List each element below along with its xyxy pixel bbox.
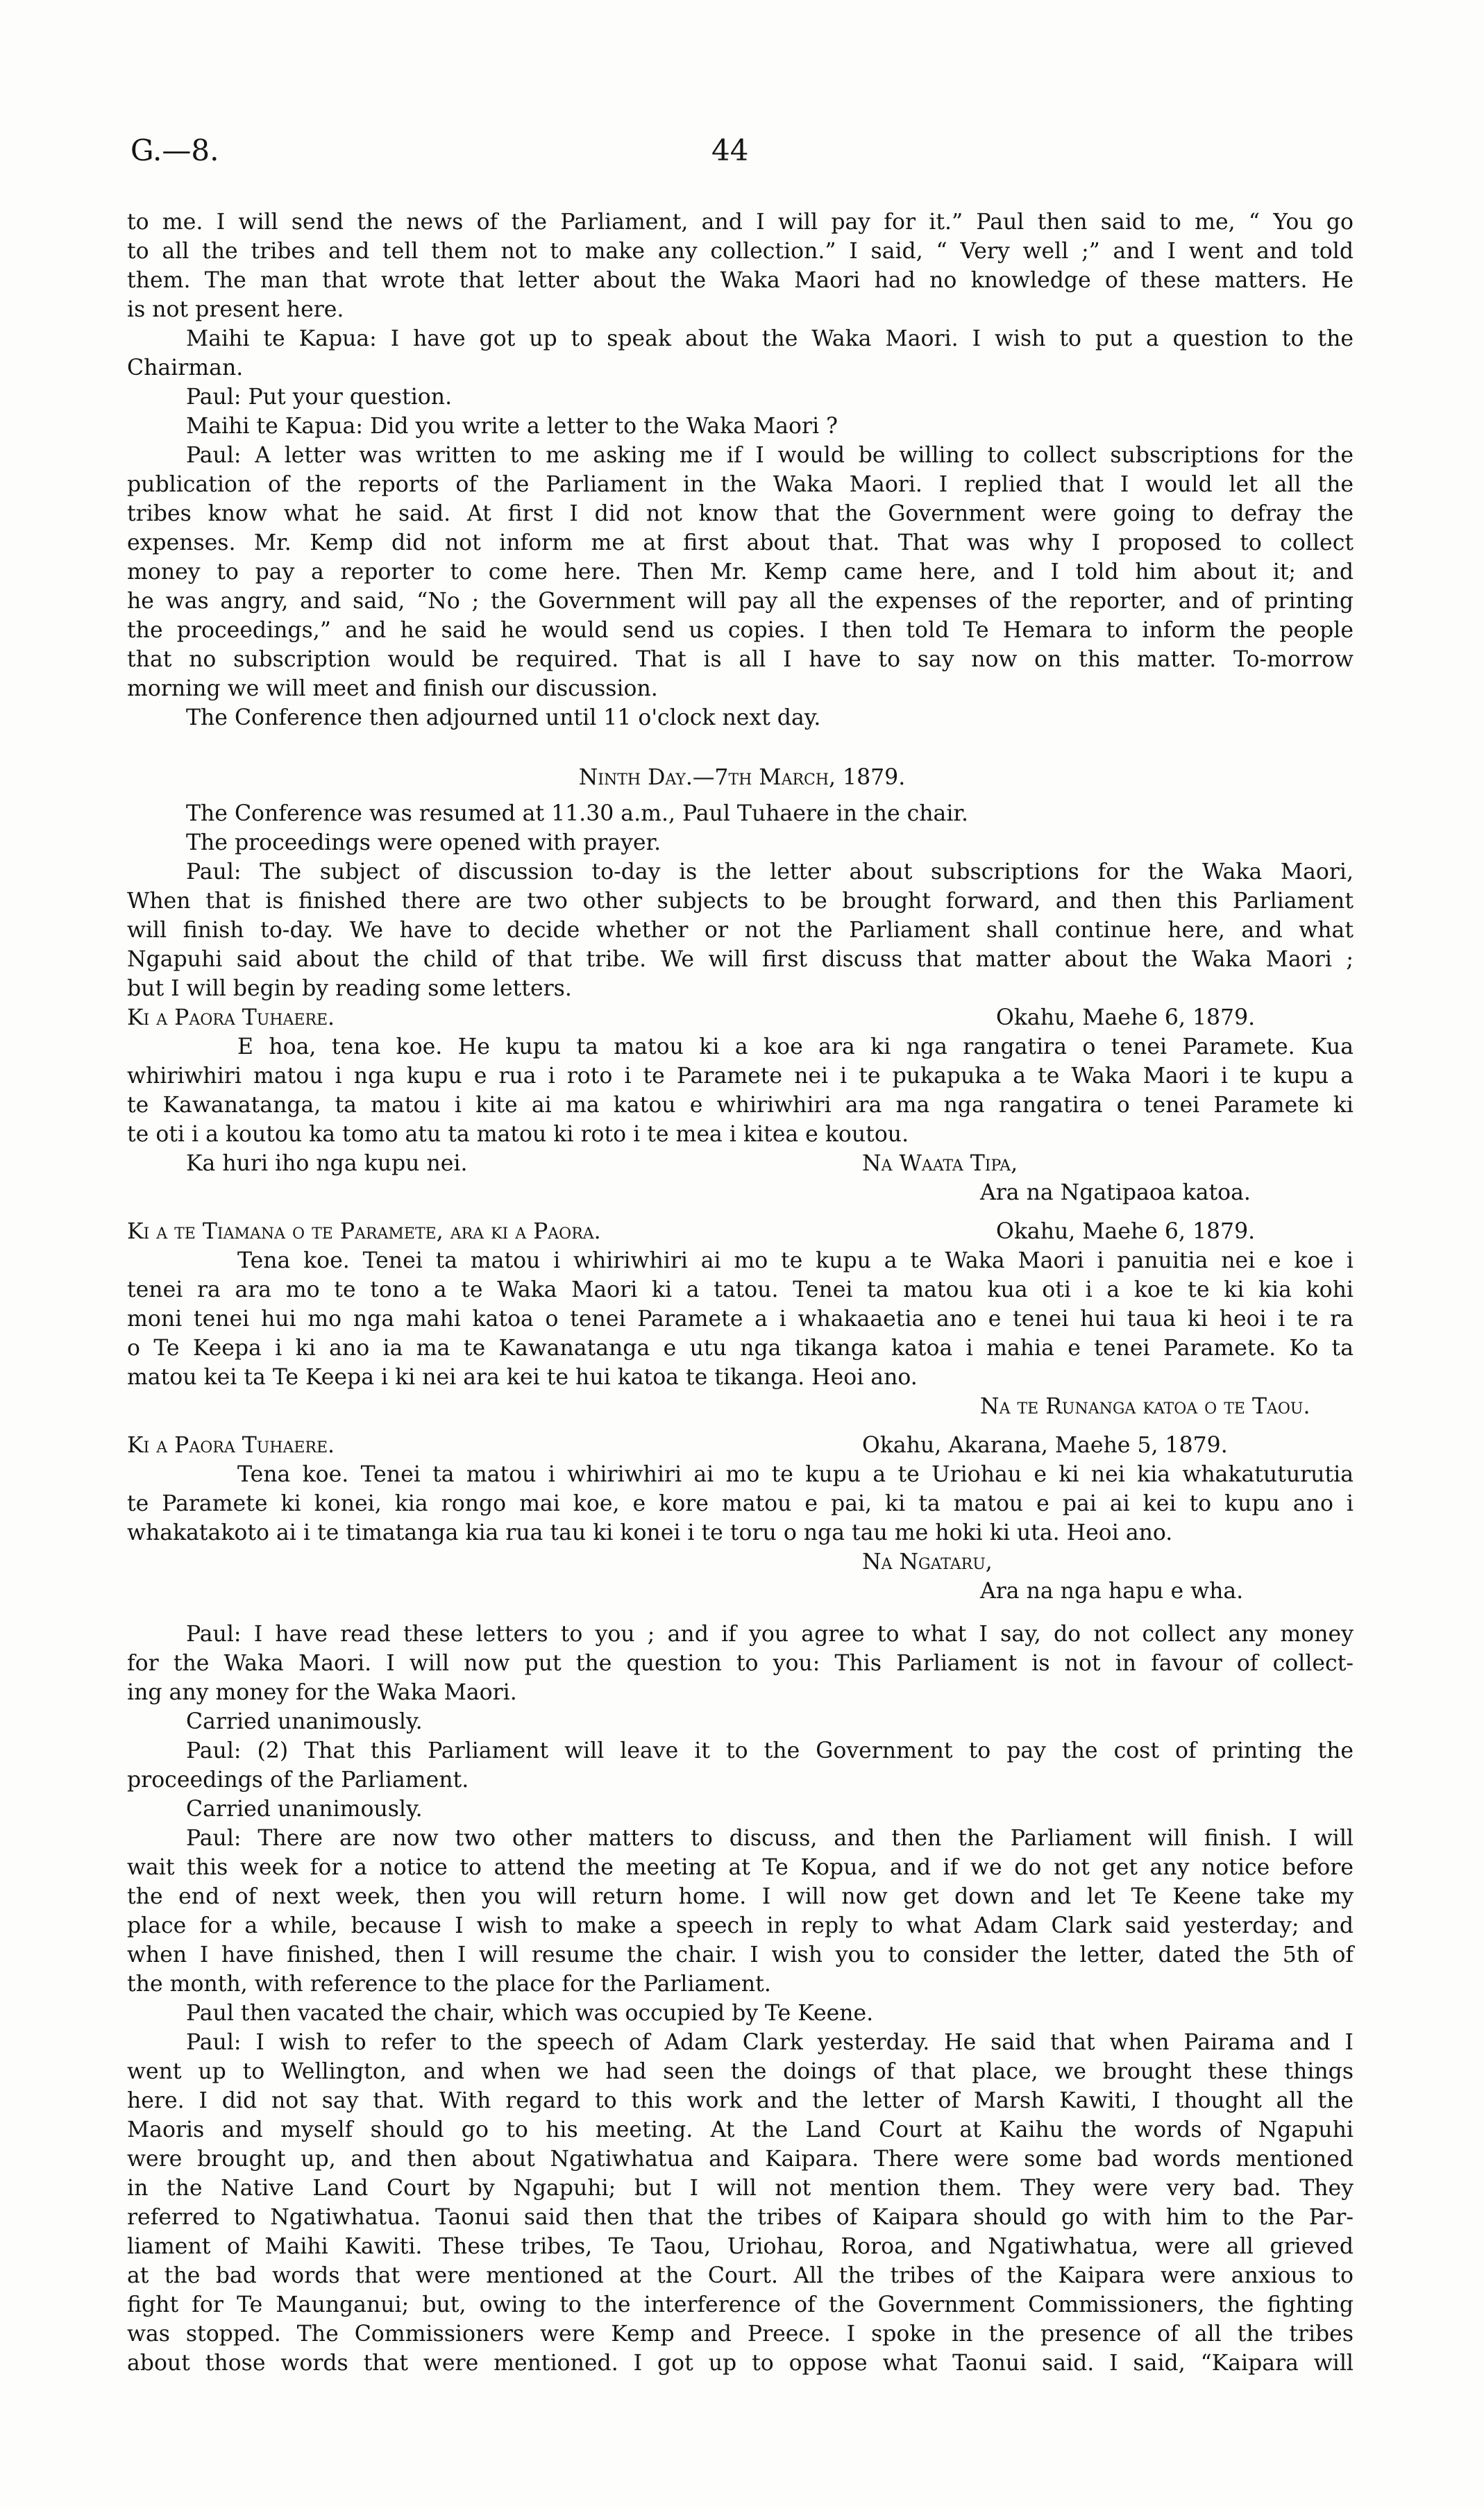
letter-addressee: Ki a Paora Tuhaere.	[127, 1433, 335, 1458]
letter-line: te oti i a koutou ka tomo atu ta matou ki roto i te mea i kitea e koutou.	[127, 1122, 909, 1147]
text-line: Paul: Put your question.	[186, 385, 453, 410]
letter-signature: Na te Runanga katoa o te Taou.	[980, 1394, 1310, 1419]
letter-place-date: Okahu, Akarana, Maehe 5, 1879.	[862, 1433, 1228, 1458]
text-line: Maoris and myself should go to his meeting. At the Land Court at Kaihu the words of Ngapuhi	[127, 2117, 1354, 2142]
text-line: will finish to-day. We have to decide whether or not the Parliament shall continue here, and what	[127, 918, 1354, 943]
text-line: the proceedings,” and he said he would send us copies. I then told Te Hemara to inform the people	[127, 618, 1354, 643]
text-line: liament of Maihi Kawiti. These tribes, Te Taou, Uriohau, Roroa, and Ngatiwhatua, were all grieved	[127, 2234, 1354, 2259]
text-line: proceedings of the Parliament.	[127, 1768, 469, 1793]
text-line: at the bad words that were mentioned at the Court. All the tribes of the Kaipara were anxious to	[127, 2263, 1354, 2288]
letter-line: o Te Keepa i ki ano ia ma te Kawanatanga e utu nga tikanga katoa i mahia e tenei Paramete. Ko ta	[127, 1336, 1354, 1361]
letter-line: whiriwhiri matou i nga kupu e rua i roto i te Paramete nei i te pukapuka a te Waka Maori i te kupu a	[127, 1064, 1354, 1089]
text-line: in the Native Land Court by Ngapuhi; but I will not mention them. They were very bad. They	[127, 2176, 1354, 2201]
letter-signature-tribe: Ara na Ngatipaoa katoa.	[980, 1180, 1251, 1205]
text-line: the end of next week, then you will return home. I will now get down and let Te Keene take my	[127, 1884, 1354, 1909]
text-line: expenses. Mr. Kemp did not inform me at first about that. That was why I proposed to collect	[127, 530, 1354, 555]
text-line: to me. I will send the news of the Parliament, and I will pay for it.” Paul then said to me, “ You go	[127, 210, 1354, 235]
text-line: is not present here.	[127, 297, 344, 322]
text-line: Paul: A letter was written to me asking me if I would be willing to collect subscriptions for the	[186, 443, 1354, 468]
letter-place-date: Okahu, Maehe 6, 1879.	[996, 1219, 1256, 1244]
text-line: here. I did not say that. With regard to this work and the letter of Marsh Kawiti, I thought all the	[127, 2088, 1354, 2113]
text-line: that no subscription would be required. That is all I have to say now on this matter. To-morrow	[127, 647, 1354, 672]
letter-addressee: Ki a te Tiamana o te Paramete, ara ki a Paora.	[127, 1219, 601, 1244]
text-line: place for a while, because I wish to make a speech in reply to what Adam Clark said yesterday; and	[127, 1913, 1354, 1938]
text-line: The proceedings were opened with prayer.	[186, 830, 661, 855]
letter-place-date: Okahu, Maehe 6, 1879.	[996, 1005, 1256, 1030]
text-line: The Conference was resumed at 11.30 a.m., Paul Tuhaere in the chair.	[186, 801, 969, 826]
text-line: he was angry, and said, “No ; the Government will pay all the expenses of the reporter, and of printing	[127, 589, 1354, 614]
letter-line: Tena koe. Tenei ta matou i whiriwhiri ai mo te kupu a te Uriohau e ki nei kia whakatuturutia	[237, 1462, 1354, 1487]
letter-addressee: Ki a Paora Tuhaere.	[127, 1005, 335, 1030]
text-line: but I will begin by reading some letters.	[127, 976, 572, 1001]
text-line: fight for Te Maunganui; but, owing to the interference of the Government Commissioners, the fighting	[127, 2292, 1354, 2317]
text-line: ing any money for the Waka Maori.	[127, 1680, 517, 1705]
letter-signature: Na Waata Tipa,	[862, 1151, 1018, 1176]
text-line: publication of the reports of the Parliament in the Waka Maori. I replied that I would let all the	[127, 472, 1354, 497]
letter-line: matou kei ta Te Keepa i ki nei ara kei te hui katoa te tikanga. Heoi ano.	[127, 1365, 918, 1390]
text-line: Paul then vacated the chair, which was occupied by Te Keene.	[186, 2001, 874, 2026]
text-line: for the Waka Maori. I will now put the question to you: This Parliament is not in favour of collect-	[127, 1651, 1354, 1676]
text-line: about those words that were mentioned. I got up to oppose what Taonui said. I said, “Kaipara will	[127, 2351, 1354, 2376]
text-line: the month, with reference to the place for the Parliament.	[127, 1972, 771, 1997]
text-line: When that is finished there are two other subjects to be brought forward, and then this Parliament	[127, 889, 1354, 914]
page-number: 44	[711, 133, 749, 167]
letter-line: te Paramete ki konei, kia rongo mai koe, e kore matou e pai, ki ta matou e pai ai kei to kupu ano i	[127, 1491, 1354, 1516]
text-line: when I have finished, then I will resume the chair. I wish you to consider the letter, dated the 5th of	[127, 1942, 1354, 1967]
text-line: them. The man that wrote that letter about the Waka Maori had no knowledge of these matters. He	[127, 268, 1354, 293]
text-line: Carried unanimously.	[186, 1797, 423, 1822]
text-line: were brought up, and then about Ngatiwhatua and Kaipara. There were some bad words mentioned	[127, 2147, 1354, 2172]
text-line: Maihi te Kapua: Did you write a letter to the Waka Maori ?	[186, 414, 838, 439]
text-line: Maihi te Kapua: I have got up to speak about the Waka Maori. I wish to put a question to the	[186, 326, 1354, 351]
text-line: wait this week for a notice to attend the meeting at Te Kopua, and if we do not get any notice before	[127, 1855, 1354, 1880]
text-line: went up to Wellington, and when we had seen the doings of that place, we brought these things	[127, 2059, 1354, 2084]
letter-line: Tena koe. Tenei ta matou i whiriwhiri ai mo te kupu a te Waka Maori i panuitia nei e koe i	[237, 1248, 1354, 1273]
text-line: money to pay a reporter to come here. Then Mr. Kemp came here, and I told him about it; and	[127, 560, 1354, 585]
text-line: was stopped. The Commissioners were Kemp and Preece. I spoke in the presence of all the tribes	[127, 2322, 1354, 2347]
text-line: The Conference then adjourned until 11 o'clock next day.	[186, 705, 821, 730]
text-line: referred to Ngatiwhatua. Taonui said then that the tribes of Kaipara should go with him to the Par-	[127, 2205, 1354, 2230]
text-line: Paul: I have read these letters to you ; and if you agree to what I say, do not collect any money	[186, 1622, 1354, 1647]
text-line: morning we will meet and finish our discussion.	[127, 676, 658, 701]
letter-signature: Na Ngataru,	[862, 1550, 993, 1575]
text-line: Chairman.	[127, 355, 244, 380]
text-line: Paul: I wish to refer to the speech of Adam Clark yesterday. He said that when Pairama and I	[186, 2030, 1354, 2055]
paper-reference: G.—8.	[130, 133, 219, 167]
letter-line: E hoa, tena koe. He kupu ta matou ki a koe ara ki nga rangatira o tenei Paramete. Kua	[237, 1034, 1354, 1059]
text-line: Carried unanimously.	[186, 1709, 423, 1734]
section-heading: Ninth Day.—7th March, 1879.	[578, 765, 906, 790]
letter-line: whakatakoto ai i te timatanga kia rua tau ki konei i te toru o nga tau me hoki ki uta. Heoi ano.	[127, 1520, 1173, 1545]
letter-line: moni tenei hui mo nga mahi katoa o tenei Paramete a i whakaaetia ano e tenei hui taua ki heoi i te ra	[127, 1307, 1354, 1332]
text-line: Paul: There are now two other matters to discuss, and then the Parliament will finish. I will	[186, 1826, 1354, 1851]
letter-line: tenei ra ara mo te tono a te Waka Maori ki a tatou. Tenei ta matou kua oti i a koe te ki kia kohi	[127, 1277, 1354, 1302]
letter-line: te Kawanatanga, ta matou i kite ai ma katou e whiriwhiri ara ma nga rangatira o tenei Paramete ki	[127, 1093, 1354, 1118]
text-line: Paul: The subject of discussion to-day is the letter about subscriptions for the Waka Maori,	[186, 859, 1354, 884]
text-line: tribes know what he said. At first I did not know that the Government were going to defray the	[127, 501, 1354, 526]
letter-closing: Ka huri iho nga kupu nei.	[186, 1151, 468, 1176]
letter-signature-tribe: Ara na nga hapu e wha.	[980, 1579, 1244, 1604]
text-line: Paul: (2) That this Parliament will leave it to the Government to pay the cost of printing the	[186, 1738, 1354, 1763]
text-line: to all the tribes and tell them not to make any collection.” I said, “ Very well ;” and I went and told	[127, 239, 1354, 264]
text-line: Ngapuhi said about the child of that tribe. We will first discuss that matter about the Waka Maori ;	[127, 947, 1354, 972]
